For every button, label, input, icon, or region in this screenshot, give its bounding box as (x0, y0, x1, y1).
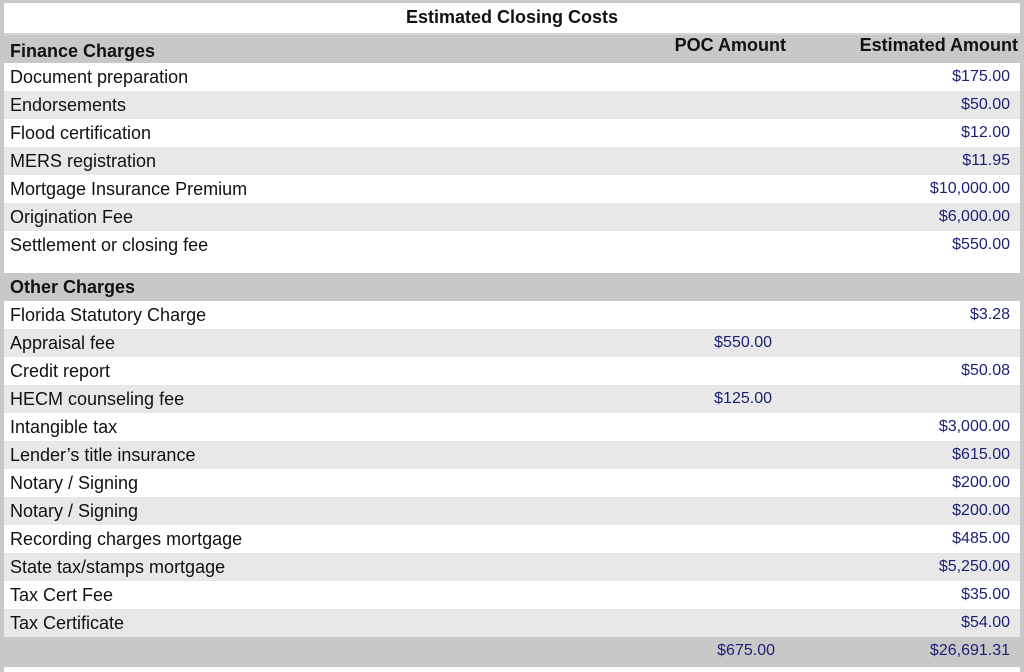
estimated-amount: $54.00 (961, 614, 1010, 631)
finance-charges-header-row (4, 35, 1020, 63)
table-row (4, 413, 1020, 441)
closing-costs-table (4, 3, 1020, 672)
row-label: Document preparation (10, 67, 189, 87)
table-row (4, 119, 1020, 147)
estimated-amount: $485.00 (952, 530, 1010, 547)
table-row (4, 231, 1020, 259)
row-label: Settlement or closing fee (10, 235, 209, 255)
row-label: Recording charges mortgage (10, 529, 243, 549)
row-label: Origination Fee (10, 207, 134, 227)
estimated-amount: $10,000.00 (929, 180, 1010, 197)
section-spacer (4, 259, 1020, 273)
table-row (4, 175, 1020, 203)
row-label: Endorsements (10, 95, 127, 115)
row-label: Notary / Signing (10, 501, 139, 521)
estimated-amount: $550.00 (952, 236, 1010, 253)
table-row (4, 385, 1020, 413)
poc-amount: $125.00 (714, 390, 772, 407)
estimated-amount: $200.00 (952, 474, 1010, 491)
row-label: Intangible tax (10, 417, 118, 437)
table-row (4, 357, 1020, 385)
other-charges-heading: Other Charges (10, 277, 136, 297)
table-title: Estimated Closing Costs (4, 3, 1020, 35)
estimated-amount: $3.28 (969, 306, 1010, 323)
estimated-total: $26,691.31 (929, 642, 1010, 659)
row-label: Tax Certificate (10, 613, 125, 633)
estimated-amount: $200.00 (952, 502, 1010, 519)
row-label: MERS registration (10, 151, 157, 171)
estimated-amount: $175.00 (952, 68, 1010, 85)
other-charges-header-row (4, 273, 1020, 301)
row-label: Mortgage Insurance Premium (10, 179, 248, 199)
table-row (4, 329, 1020, 357)
estimated-amount: $3,000.00 (938, 418, 1010, 435)
row-label: Florida Statutory Charge (10, 305, 207, 325)
table-row (4, 553, 1020, 581)
row-label: Flood certification (10, 123, 152, 143)
row-label: HECM counseling fee (10, 389, 185, 409)
row-label: Appraisal fee (10, 333, 116, 353)
row-label: Credit report (10, 361, 111, 381)
table-row (4, 91, 1020, 119)
estimated-amount: $50.00 (961, 96, 1010, 113)
table-row (4, 609, 1020, 637)
poc-amount: $550.00 (714, 334, 772, 351)
row-label: Lender’s title insurance (10, 445, 196, 465)
table-row (4, 581, 1020, 609)
finance-charges-rows (4, 63, 1020, 259)
poc-total: $675.00 (717, 642, 775, 659)
table-row (4, 497, 1020, 525)
estimated-amount: $50.08 (961, 362, 1010, 379)
table-row (4, 441, 1020, 469)
table-row (4, 63, 1020, 91)
estimated-amount-column-header: Estimated Amount (859, 35, 1018, 55)
estimated-amount: $5,250.00 (938, 558, 1010, 575)
finance-charges-heading: Finance Charges (10, 41, 156, 61)
estimated-amount: $12.00 (961, 124, 1010, 141)
estimated-amount: $615.00 (952, 446, 1010, 463)
estimated-amount: $35.00 (961, 586, 1010, 603)
table-row (4, 469, 1020, 497)
table-row (4, 525, 1020, 553)
table-row (4, 147, 1020, 175)
row-label: Tax Cert Fee (10, 585, 114, 605)
row-label: State tax/stamps mortgage (10, 557, 226, 577)
table-row (4, 301, 1020, 329)
poc-amount-column-header: POC Amount (674, 35, 786, 55)
table-row (4, 203, 1020, 231)
totals-row (4, 637, 1020, 667)
estimated-amount: $6,000.00 (938, 208, 1010, 225)
estimated-amount: $11.95 (962, 152, 1010, 169)
row-label: Notary / Signing (10, 473, 139, 493)
other-charges-rows (4, 301, 1020, 637)
